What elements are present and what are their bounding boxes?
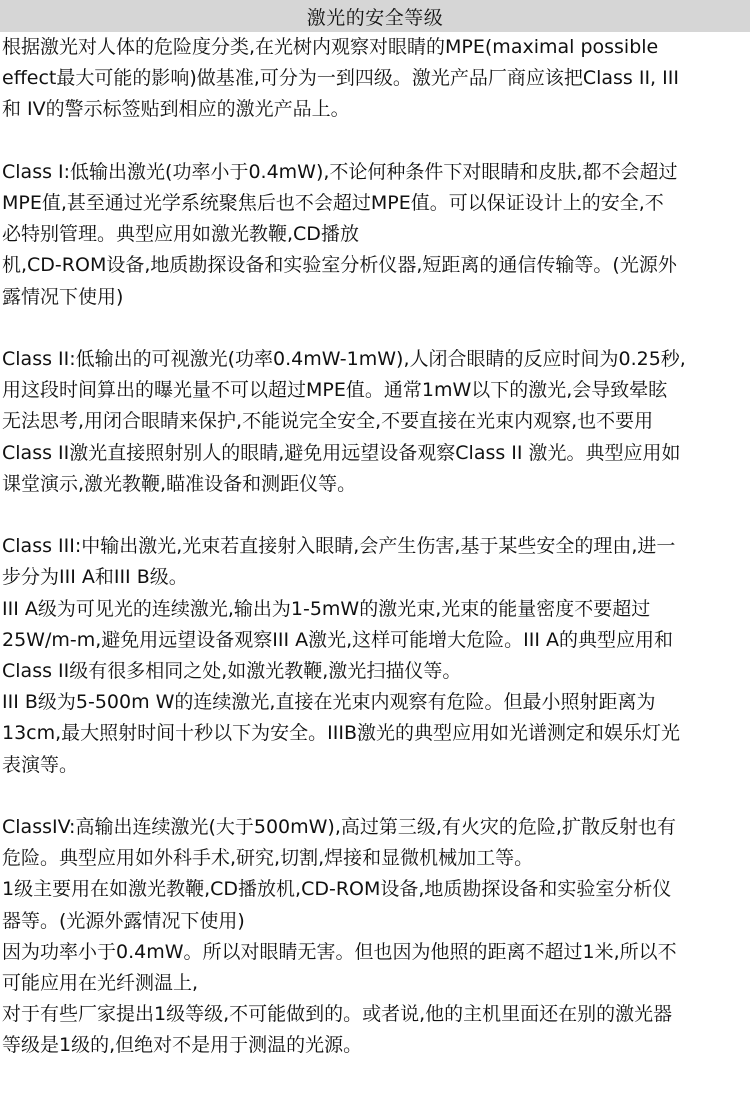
- text-line: 无法思考,用闭合眼睛来保护,不能说完全安全,不要直接在光束内观察,也不要用: [2, 410, 654, 433]
- text-line: effect最大可能的影响)做基准,可分为一到四级。激光产品厂商应该把Class II, III: [2, 67, 679, 90]
- document-body: [0, 32, 750, 1062]
- text-line: 用这段时间算出的曝光量不可以超过MPE值。通常1mW以下的激光,会导致晕眩: [2, 379, 668, 402]
- text-line: 对于有些厂家提出1级等级,不可能做到的。或者说,他的主机里面还在别的激光器: [2, 1003, 673, 1026]
- text-line: 1级主要用在如激光教鞭,CD播放机,CD-ROM设备,地质勘探设备和实验室分析仪: [2, 878, 672, 901]
- page-title-text: 激光的安全等级: [306, 6, 444, 29]
- paragraph: [2, 531, 746, 781]
- text-line: 器等。(光源外露情况下使用): [2, 909, 245, 932]
- paragraph: [2, 812, 746, 1062]
- text-line: 机,CD-ROM设备,地质勘探设备和实验室分析仪器,短距离的通信传输等。(光源外: [2, 254, 677, 277]
- text-line: III B级为5-500m W的连续激光,直接在光束内观察有危险。但最小照射距离为: [2, 691, 656, 714]
- text-line: Class III:中输出激光,光束若直接射入眼睛,会产生伤害,基于某些安全的理由,进一: [2, 535, 676, 558]
- text-line: 因为功率小于0.4mW。所以对眼睛无害。但也因为他照的距离不超过1米,所以不: [2, 940, 677, 963]
- text-line: 表演等。: [2, 753, 79, 776]
- text-line: 课堂演示,激光教鞭,瞄准设备和测距仪等。: [2, 472, 357, 495]
- text-line: 露情况下使用): [2, 285, 124, 308]
- text-line: Class I:低输出激光(功率小于0.4mW),不论何种条件下对眼睛和皮肤,都不会超过: [2, 160, 678, 183]
- text-line: 危险。典型应用如外科手术,研究,切割,焊接和显微机械加工等。: [2, 847, 534, 870]
- paragraph-spacer: [2, 781, 746, 812]
- page-title: [0, 0, 750, 32]
- text-line: MPE值,甚至通过光学系统聚焦后也不会超过MPE值。可以保证设计上的安全,不: [2, 192, 664, 214]
- text-line: 25W/m-m,避免用远望设备观察III A激光,这样可能增大危险。III A的典型应用和: [2, 628, 674, 651]
- text-line: 可能应用在光纤测温上,: [2, 972, 199, 995]
- text-line: ClassIV:高输出连续激光(大于500mW),高过第三级,有火灾的危险,扩散反射也有: [2, 816, 676, 839]
- text-line: 13cm,最大照射时间十秒以下为安全。IIIB激光的典型应用如光谱测定和娱乐灯光: [2, 722, 681, 745]
- text-line: Class II:低输出的可视激光(功率0.4mW-1mW),人闭合眼睛的反应时间为0.25秒,: [2, 348, 686, 370]
- paragraph: [2, 32, 746, 126]
- paragraph: [2, 344, 746, 500]
- text-line: 等级是1级的,但绝对不是用于测温的光源。: [2, 1034, 363, 1057]
- paragraph-spacer: [2, 313, 746, 344]
- text-line: Class II级有很多相同之处,如激光教鞭,激光扫描仪等。: [2, 660, 462, 683]
- paragraph: [2, 157, 746, 313]
- text-line: 根据激光对人体的危险度分类,在光树内观察对眼睛的MPE(maximal possible: [2, 36, 659, 58]
- text-line: Class II激光直接照射别人的眼睛,避免用远望设备观察Class II 激光。典型应用如: [2, 441, 681, 464]
- paragraph-spacer: [2, 500, 746, 531]
- text-line: 和 IV的警示标签贴到相应的激光产品上。: [2, 98, 350, 121]
- text-line: 步分为III A和III B级。: [2, 566, 188, 589]
- text-line: 必特别管理。典型应用如激光教鞭,CD播放: [2, 223, 359, 246]
- text-line: III A级为可见光的连续激光,输出为1-5mW的激光束,光束的能量密度不要超过: [2, 597, 651, 620]
- paragraph-spacer: [2, 126, 746, 157]
